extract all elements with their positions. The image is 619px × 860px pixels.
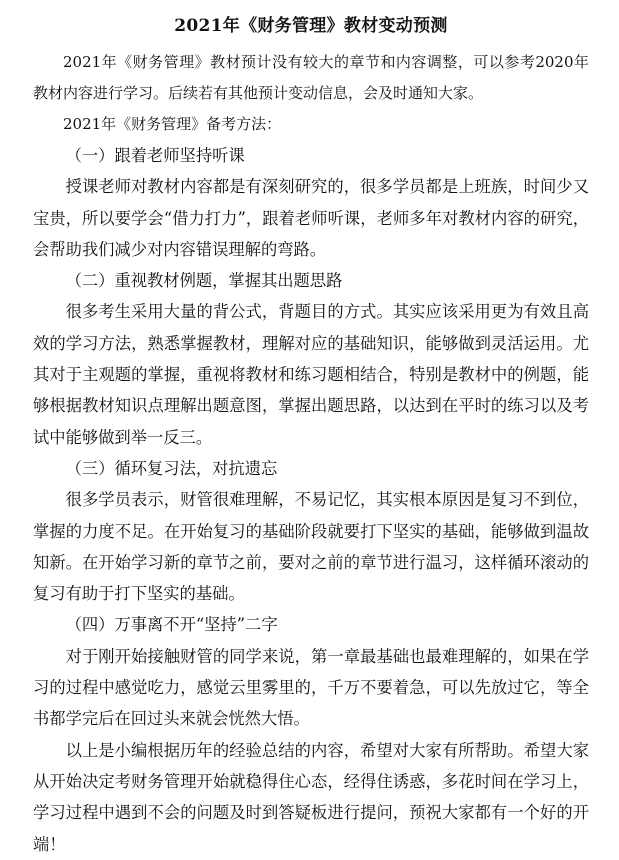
section-heading-1: （一）跟着老师坚持听课: [65, 146, 245, 165]
section-heading-3: （三）循环复习法，对抗遗忘: [65, 458, 278, 478]
study-methods-label: 2021年《财务管理》备考方法：: [63, 115, 282, 133]
section-heading-4: （四）万事离不开“坚持”二字: [65, 615, 278, 635]
document-title: 2021年《财务管理》教材变动预测: [174, 16, 448, 36]
section-body-4: 对于刚开始接触财管的同学来说，第一章最基础也最难理解的，如果在学习的过程中感觉吃力，感觉云里雾里的，千万不要着急，可以先放过它，等全书都学完后在回过头来就会恍然大悟。: [33, 646, 589, 729]
section-body-3: 很多学员表示，财管很难理解，不易记忆，其实根本原因是复习不到位，掌握的力度不足。在开始复习的基础阶段就要打下坚实的基础，能够做到温故知新。在开始学习新的章节之前，要对之前的章节进行温习，这样循环滚动的复习有助于打下坚实的基础。: [33, 490, 589, 604]
intro-paragraph: 2021年《财务管理》教材预计没有较大的章节和内容调整，可以参考2020年教材内容进行学习。后续若有其他预计变动信息，会及时通知大家。: [33, 53, 589, 102]
section-body-2: 很多考生采用大量的背公式，背题目的方式。其实应该采用更为有效且高效的学习方法，熟悉掌握教材，理解对应的基础知识，能够做到灵活运用。尤其对于主观题的掌握，重视将教材和练习题相结合，特别是教材中的例题，能够根据教材知识点理解出题意图，掌握出题思路，以达到在平时的练习以及考试中能够做到举一反三。: [33, 302, 589, 447]
closing-paragraph: 以上是小编根据历年的经验总结的内容，希望对大家有所帮助。希望大家从开始决定考财务管理开始就稳得住心态，经得住诱惑，多花时间在学习上，学习过程中遇到不会的问题及时到答疑板进行提问，预祝大家都有一个好的开端！: [33, 740, 589, 854]
section-heading-2: （二）重视教材例题，掌握其出题思路: [65, 271, 343, 291]
section-body-1: 授课老师对教材内容都是有深刻研究的，很多学员都是上班族，时间少又宝贵，所以要学会“借力打力”，跟着老师听课，老师多年对教材内容的研究，会帮助我们减少对内容错误理解的弯路。: [33, 177, 589, 259]
